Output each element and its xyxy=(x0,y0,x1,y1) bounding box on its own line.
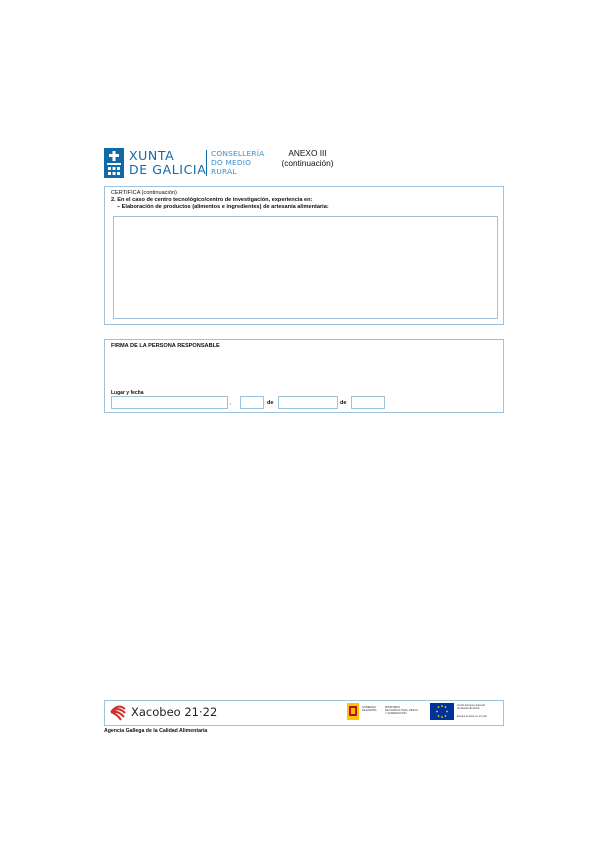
ue-motto: Europa invierte en el rural xyxy=(457,715,487,718)
anexo-subtitle: (continuación) xyxy=(281,157,334,168)
anexo-title: ANEXO III xyxy=(288,148,327,158)
anio-field[interactable] xyxy=(351,396,385,409)
lugar-field[interactable] xyxy=(111,396,228,409)
mes-field[interactable] xyxy=(278,396,338,409)
spain-shield-icon xyxy=(347,703,359,720)
firma-heading: FIRMA DE LA PERSONA RESPONSABLE xyxy=(111,343,220,349)
ue-feader-logo xyxy=(430,703,502,721)
de-label-2: de xyxy=(340,400,347,406)
gobierno-text: GOBIERNO DE ESPAÑA xyxy=(362,706,377,713)
eu-flag-icon xyxy=(430,703,454,720)
xunta-seal-icon xyxy=(104,148,124,178)
xacobeo-text: Xacobeo 21·22 xyxy=(131,705,218,719)
de-label-1: de xyxy=(267,400,274,406)
experience-text-area[interactable] xyxy=(113,216,498,319)
certifica-sub-point: – Elaboración de productos (alimentos e ingredientes) de artesanía alimentaria: xyxy=(117,204,329,210)
xacobeo-shell-icon xyxy=(109,703,127,721)
consellaria-name: CONSELLERÍA DO MEDIO RURAL xyxy=(211,149,265,176)
ministerio-text: MINISTERIO DE AGRICULTURA, PESCA Y ALIMENTACIÓN xyxy=(385,706,418,716)
dia-field[interactable] xyxy=(240,396,264,409)
anexo-heading xyxy=(270,149,345,168)
feader-text: Fondo Europeo Agrícola de Desarrollo Rural xyxy=(457,704,485,711)
gobierno-logo xyxy=(347,703,419,721)
logo-divider xyxy=(206,150,207,176)
place-date-label: Lugar y fecha xyxy=(111,390,144,396)
certifica-point-2: 2. En el caso de centro tecnológico/centro de investigación, experiencia en: xyxy=(111,197,313,203)
comma-separator: , xyxy=(230,400,232,406)
agencia-name: Agencia Gallega de la Calidad Alimentaria xyxy=(104,728,208,734)
certifica-heading: CERTIFICA (continuación) xyxy=(111,190,177,196)
xunta-logo xyxy=(104,148,264,178)
xunta-name: XUNTA DE GALICIA xyxy=(129,148,207,177)
